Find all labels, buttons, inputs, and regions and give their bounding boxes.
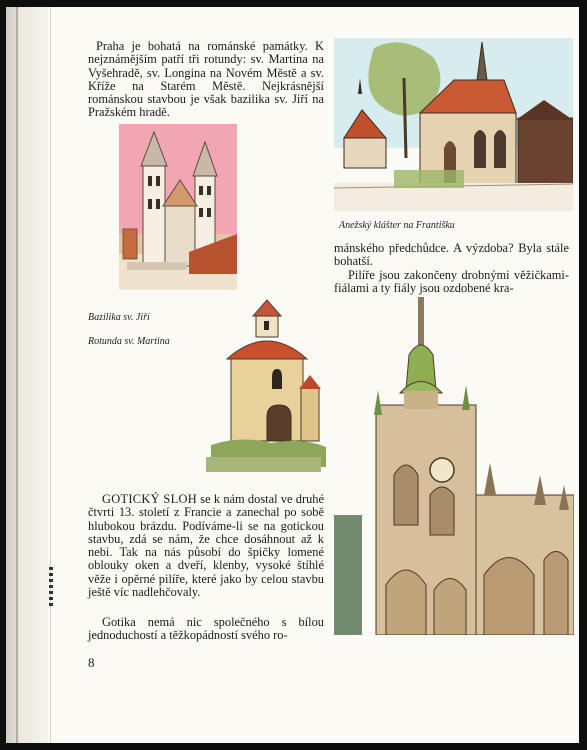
book-spine <box>6 7 48 743</box>
convent-caption: Anežský klášter na Františku <box>339 220 455 231</box>
rotunda-caption: Rotunda sv. Martina <box>88 336 170 347</box>
rotunda-illustration <box>201 297 326 472</box>
gothic-heading: GOTICKÝ SLOH <box>102 492 197 506</box>
basilica-caption: Bazilika sv. Jiří <box>88 312 150 323</box>
right-paragraph-1: mánského předchůdce. A výzdoba? Byla stále bohatší. <box>334 241 569 269</box>
cathedral-illustration <box>334 295 574 635</box>
intro-paragraph: Praha je bohatá na románské památky. K nejznámějším patří tři rotundy: sv. Martina na Vyšehradě, sv. Longina na Novém Městě a sv. Kříže na Starém Městě. Nejkrásnější románskou stavbou je však bazilika sv. Jiří na Pražském hradě. <box>88 39 324 120</box>
edge-marks <box>49 567 53 607</box>
gothic-paragraph-2: Gotika nemá nic společného s bílou jednoduchostí a těžkopádností svého ro- <box>88 615 324 643</box>
spine-fold <box>50 7 51 743</box>
book-page <box>6 7 579 743</box>
gothic-paragraph <box>88 493 324 599</box>
convent-illustration <box>334 38 573 211</box>
page-number: 8 <box>88 655 95 670</box>
right-paragraph-2: Pilíře jsou zakončeny drobnými věžičkami-fiálami a ty fiály jsou ozdobené kra- <box>334 268 569 296</box>
spine-edge <box>16 7 18 743</box>
gothic-paragraph-text: se k nám dostal ve druhé čtvrti 13. století z Francie a zanechal po sobě hlubokou brázdu. Podíváme-li se na gotickou stavbu, zdá se nám, že chce dosáhnout až k nebi. Tak na nás působí do špičky lomené oblouky oken a dveří, klenby, vysoké štíhlé věže i opěrné pilíře, které jako by celou stavbu ještě víc nadlehčovaly. <box>88 492 324 600</box>
basilica-illustration <box>119 124 237 290</box>
